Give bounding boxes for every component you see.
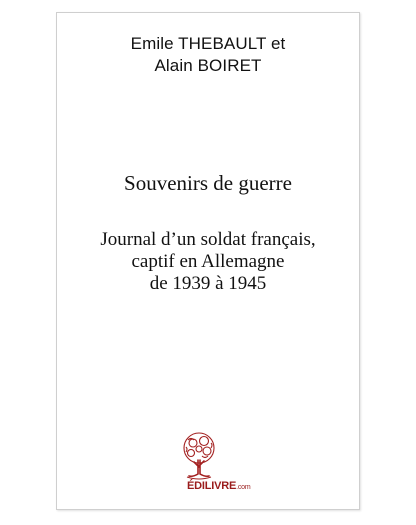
author-line-1: Emile THEBAULT et bbox=[130, 34, 286, 53]
subtitle-line-1: Journal d’un soldat français, bbox=[100, 229, 316, 250]
publisher-suffix: .com bbox=[236, 484, 251, 491]
publisher-logo bbox=[157, 430, 257, 500]
book-cover bbox=[56, 12, 360, 510]
book-title: Souvenirs de guerre bbox=[124, 171, 292, 195]
subtitle-line-2: captif en Allemagne bbox=[131, 251, 285, 272]
publisher-wordmark bbox=[187, 480, 251, 492]
publisher-name: ÉDILIVRE bbox=[187, 480, 237, 492]
author-line-2: Alain BOIRET bbox=[154, 56, 262, 75]
subtitle-line-3: de 1939 à 1945 bbox=[149, 273, 267, 294]
tree-icon bbox=[179, 430, 219, 482]
